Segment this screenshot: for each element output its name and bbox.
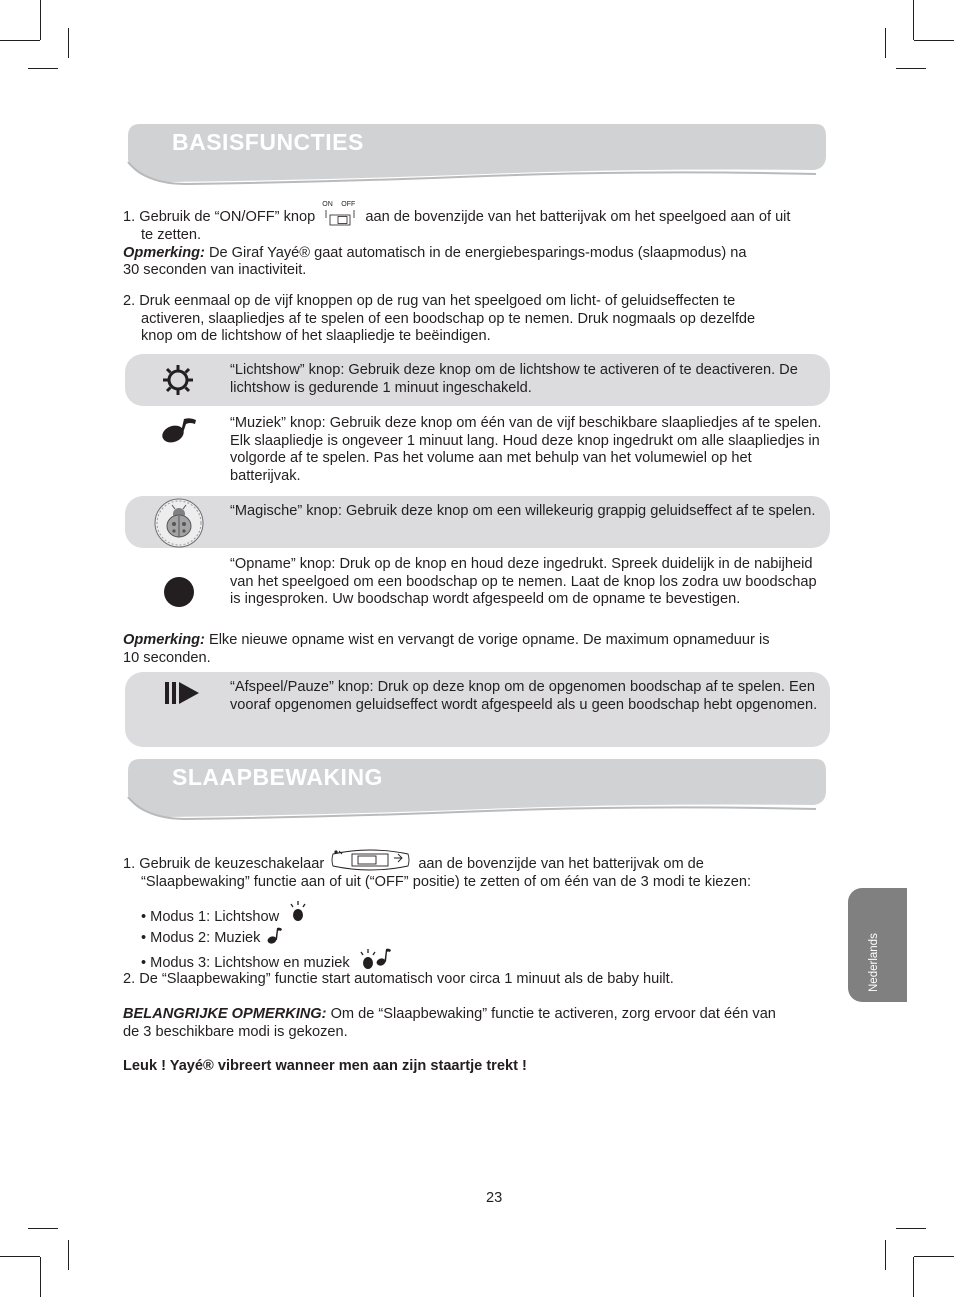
crop-mark (914, 1256, 954, 1257)
crop-mark (914, 40, 954, 41)
selector-text-end: aan de bovenzijde van het batterijvak om de (418, 856, 704, 872)
modes-list (141, 901, 847, 973)
crop-mark (0, 1256, 40, 1257)
intro-line-1: 2. Druk eenmaal op de vijf knoppen op de rug van het speelgoed om licht- of geluidseffecten te (123, 293, 736, 309)
note-text-cont: 10 seconden. (123, 649, 211, 666)
button-desc-magisch: “Magische” knop: Gebruik deze knop om een willekeurig grappig geluidseffect af te spelen. (230, 503, 816, 519)
play-pause-icon (164, 681, 200, 705)
button-desc-muziek: “Muziek” knop: Gebruik deze knop om één van de vijf beschikbare slaapliedjes af te spelen. Elk slaapliedje is ongeveer 1 minuut lang. Houd deze knop ingedrukt om alle slaapliedjes in volgorde af te spelen. Pas het volume aan met behulp van het volumewiel op het batterijvak. (230, 415, 822, 484)
sun-icon (161, 363, 195, 397)
note-text-cont: 30 seconden van inactiviteit. (123, 262, 307, 279)
section-title-basisfuncties: BASISFUNCTIES (172, 129, 364, 155)
crop-mark (40, 1257, 41, 1297)
light-bulb-icon (289, 901, 307, 923)
crop-mark (913, 1257, 914, 1297)
crop-mark (885, 1240, 886, 1270)
note-opname (123, 632, 829, 667)
crop-mark (896, 68, 926, 69)
switch-on-label: ON (322, 201, 333, 208)
onoff-switch-icon (322, 201, 358, 227)
music-note-icon (267, 927, 283, 945)
note-label: Opmerking: (123, 632, 205, 648)
paragraph-selector (123, 848, 829, 891)
crop-mark (40, 0, 41, 40)
note-text: De Giraf Yayé® gaat automatisch in de energiebesparings-modus (slaapmodus) na (204, 244, 747, 261)
crop-mark (896, 1228, 926, 1229)
selector-text-start: 1. Gebruik de keuzeschakelaar (123, 856, 325, 872)
button-desc-afspeel: “Afspeel/Pauze” knop: Druk op deze knop om de opgenomen boodschap af te spelen. Een vooraf opgenomen geluidseffect wordt afgespeeld als u geen boodschap hebt opgenomen. (230, 679, 818, 713)
important-note (123, 1006, 829, 1041)
crop-mark (28, 1228, 58, 1229)
crop-mark (28, 68, 58, 69)
intro-line-2: activeren, slaapliedjes af te spelen of een boodschap op te nemen. Druk nogmaals op dezelfde (141, 310, 756, 327)
crop-mark (0, 40, 40, 41)
mode-item (141, 901, 847, 927)
ladybug-icon (153, 497, 205, 549)
music-note-icon (160, 416, 200, 444)
paragraph-onoff (123, 201, 829, 280)
important-text: Om de “Slaapbewaking” functie te activeren, zorg ervoor dat één van (326, 1006, 776, 1022)
crop-mark (68, 28, 69, 58)
language-tab-label: Nederlands (868, 933, 880, 992)
paragraph-auto-start: 2. De “Slaapbewaking” functie start automatisch voor circa 1 minuut als de baby huilt. (123, 971, 674, 987)
button-desc-lichtshow: “Lichtshow” knop: Gebruik deze knop om de lichtshow te activeren of te deactiveren. De lichtshow is gedurende 1 minuut ingeschakeld. (230, 362, 798, 396)
note-text: Elke nieuwe opname wist en vervangt de vorige opname. De maximum opnameduur is (204, 632, 770, 648)
note-label: Opmerking: (123, 244, 205, 261)
crop-mark (885, 28, 886, 58)
onoff-text-cont: te zetten. (141, 227, 202, 243)
page-number: 23 (486, 1190, 503, 1206)
button-desc-opname: “Opname” knop: Druk op de knop en houd deze ingedrukt. Spreek duidelijk in de nabijheid van het speelgoed om een boodschap op te nemen. Laat de knop los zodra uw boodschap is ingesproken. Uw boodschap wordt afgespeeld om de opname te bevestigen. (230, 556, 817, 608)
mode-item (141, 927, 847, 948)
fun-fact: Leuk ! Yayé® vibreert wanneer men aan zijn staartje trekt ! (123, 1058, 527, 1074)
light-and-music-icon (358, 947, 392, 971)
important-label: BELANGRIJKE OPMERKING: (123, 1006, 327, 1022)
record-icon (163, 576, 195, 608)
onoff-text-end: aan de bovenzijde van het batterijvak om het speelgoed aan of uit (365, 209, 791, 225)
paragraph-buttons-intro (123, 293, 829, 346)
selector-text-cont: “Slaapbewaking” functie aan of uit (“OFF” positie) te zetten of om één van de 3 modi te kiezen: (141, 873, 752, 890)
mode-label: • Modus 1: Lichtshow (141, 909, 280, 925)
switch-off-label: OFF (341, 201, 356, 208)
mode-label: • Modus 3: Lichtshow en muziek (141, 955, 350, 972)
important-text-cont: de 3 beschikbare modi is gekozen. (123, 1023, 348, 1040)
mode-item (141, 947, 847, 973)
section-title-slaapbewaking: SLAAPBEWAKING (172, 764, 383, 790)
crop-mark (913, 0, 914, 40)
intro-line-3: knop om de lichtshow of het slaapliedje te beëindigen. (141, 328, 491, 345)
mode-label: • Modus 2: Muziek (141, 929, 261, 946)
crop-mark (68, 1240, 69, 1270)
onoff-text-start: 1. Gebruik de “ON/OFF” knop (123, 209, 316, 225)
selector-switch-icon (330, 848, 412, 872)
